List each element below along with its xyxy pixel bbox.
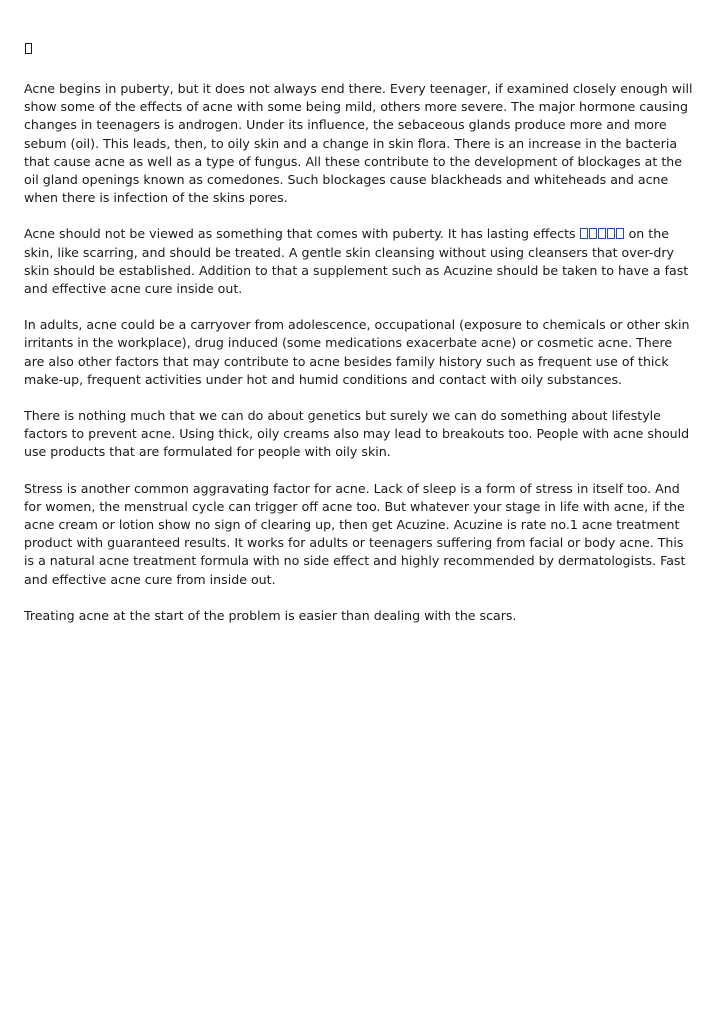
paragraph-5: Stress is another common aggravating factor for acne. Lack of sleep is a form of stress in itself too. And for women, the menstrual cycle can trigger off acne too. But whatever your stage in life with acne, if the acne cream or lotion show no sign of clearing up, then get Acuzine. Acuzine is rate no.1 acne treatment product with guaranteed results. It works for adults or teenagers suffering from facial or body acne. This is a natural acne treatment formula with no side effect and highly recommended by dermatologists. Fast and effective acne cure from inside out. xyxy=(24,480,686,587)
missing-glyph-icon xyxy=(616,228,624,239)
paragraph-2-text-before-link: Acne should not be viewed as something that comes with puberty. It has lasting effects xyxy=(24,226,580,242)
missing-glyph-icon xyxy=(25,43,32,54)
paragraph-4: There is nothing much that we can do about genetics but surely we can do something about lifestyle factors to prevent acne. Using thick, oily creams also may lead to breakouts too. People with acne should use products that are formulated for people with oily skin. xyxy=(24,408,690,460)
missing-glyph-icon xyxy=(589,228,597,239)
missing-glyph-icon xyxy=(607,228,615,239)
missing-glyph-icon xyxy=(598,228,606,239)
paragraph-1: Acne begins in puberty, but it does not always end there. Every teenager, if examined closely enough will show some of the effects of acne with some being mild, others more severe. The major hormone causing changes in teenagers is androgen. Under its influence, the sebaceous glands produce more and more sebum (oil). This leads, then, to oily skin and a change in skin flora. There is an increase in the bacteria that cause acne as well as a type of fungus. All these contribute to the development of blockages at the oil gland openings known as comedones. Such blockages cause blackheads and whiteheads and acne when there is infection of the skins pores. xyxy=(24,81,693,206)
paragraph-6: Treating acne at the start of the problem is easier than dealing with the scars. xyxy=(24,607,517,623)
paragraph-2-text-after-link: on the skin, like scarring, and should be treated. A gentle skin cleansing without using cleansers that over-dry skin should be established. Addition to that a supplement such as Acuzine should be taken to have a fast and effective acne cure inside out. xyxy=(24,226,689,297)
link-text xyxy=(580,226,625,241)
paragraph-2 xyxy=(24,225,694,298)
missing-glyph-icon xyxy=(580,228,588,239)
inline-link[interactable] xyxy=(580,226,625,241)
paragraph-3: In adults, acne could be a carryover from adolescence, occupational (exposure to chemicals or other skin irritants in the workplace), drug induced (some medications exacerbate acne) or cosmetic acne. There are also other factors that may contribute to acne besides family history such as frequent use of thick make-up, frequent activities under hot and humid conditions and contact with oily substances. xyxy=(24,317,690,387)
